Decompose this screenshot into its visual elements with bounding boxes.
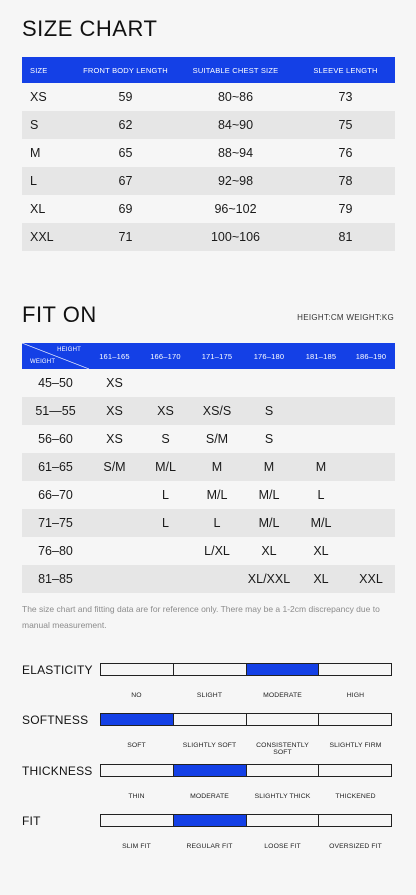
fit-size-cell bbox=[347, 481, 395, 509]
scale-option-label: THIN bbox=[128, 793, 145, 800]
fit-size-cell bbox=[89, 509, 140, 537]
fit-size-cell: XS bbox=[89, 397, 140, 425]
table-row bbox=[22, 397, 395, 425]
fit-size-cell bbox=[347, 537, 395, 565]
scale-option-label: MODERATE bbox=[263, 692, 302, 699]
fit-size-cell: XS/S bbox=[191, 397, 243, 425]
size-chart-header: SUITABLE CHEST SIZE bbox=[175, 57, 296, 83]
table-row bbox=[22, 453, 395, 481]
scale-segment bbox=[101, 664, 174, 675]
scale-segment-selected bbox=[101, 714, 174, 725]
attribute-scale-labels bbox=[100, 742, 392, 756]
table-row bbox=[22, 565, 395, 593]
size-cell: XS bbox=[30, 90, 47, 104]
fit-size-cell: S bbox=[161, 432, 170, 446]
scale-segment bbox=[319, 714, 391, 725]
chest-cell: 84~90 bbox=[175, 111, 296, 139]
table-row bbox=[22, 425, 395, 453]
fit-size-cell bbox=[295, 369, 347, 397]
fit-size-cell bbox=[140, 369, 191, 397]
size-chart-title: SIZE CHART bbox=[22, 16, 158, 41]
table-row bbox=[22, 195, 395, 223]
length-cell: 65 bbox=[118, 146, 133, 160]
height-header: 176–180 bbox=[243, 343, 295, 369]
fit-size-cell: XL/XXL bbox=[243, 565, 295, 593]
scale-segment-selected bbox=[174, 765, 247, 776]
height-header: 186–190 bbox=[347, 343, 395, 369]
size-cell: M bbox=[30, 146, 41, 160]
fit-size-cell: M/L bbox=[206, 488, 228, 502]
table-row bbox=[22, 369, 395, 397]
fit-size-cell: S bbox=[243, 397, 295, 425]
attribute-scale-bar bbox=[100, 713, 392, 726]
fit-size-cell: M/L bbox=[243, 509, 295, 537]
size-chart-header-row bbox=[22, 57, 395, 83]
attribute-scale-bar bbox=[100, 764, 392, 777]
fit-size-cell: L bbox=[317, 488, 325, 502]
fit-size-cell: XL bbox=[261, 544, 277, 558]
scale-segment bbox=[319, 765, 391, 776]
attribute-scale-labels bbox=[100, 793, 392, 800]
table-row bbox=[22, 223, 395, 251]
weight-cell: 76–80 bbox=[38, 544, 73, 558]
length-cell: 71 bbox=[76, 223, 175, 251]
scale-option-label: SLIGHTLY FIRM bbox=[329, 742, 382, 749]
attribute-label: ELASTICITY bbox=[22, 663, 93, 677]
fit-size-cell: M/L bbox=[140, 453, 191, 481]
attribute-scale-bar bbox=[100, 814, 392, 827]
fit-size-cell: XXL bbox=[347, 565, 395, 593]
scale-segment bbox=[247, 815, 320, 826]
scale-option-label: SOFT bbox=[127, 742, 146, 749]
fit-size-cell bbox=[347, 425, 395, 453]
fit-size-cell: XS bbox=[106, 432, 123, 446]
scale-segment bbox=[174, 664, 247, 675]
fit-size-cell: L bbox=[140, 509, 191, 537]
fit-size-cell: XS bbox=[106, 376, 123, 390]
fit-on-table bbox=[22, 343, 395, 593]
scale-option-label: SLIM FIT bbox=[122, 843, 151, 850]
scale-option-label: LOOSE FIT bbox=[264, 843, 301, 850]
attribute-scale-labels bbox=[100, 843, 392, 850]
fit-on-header-row bbox=[22, 343, 395, 369]
corner-height-label: HEIGHT bbox=[57, 347, 81, 353]
size-cell: S bbox=[22, 111, 76, 139]
sleeve-cell: 79 bbox=[338, 202, 353, 216]
attribute-scale-labels bbox=[100, 692, 392, 699]
scale-option-label: REGULAR FIT bbox=[186, 843, 233, 850]
scale-option-label: SLIGHT bbox=[196, 692, 223, 699]
fit-size-cell bbox=[89, 537, 140, 565]
fit-size-cell: XS bbox=[140, 397, 191, 425]
weight-cell: 66–70 bbox=[38, 488, 73, 502]
scale-segment bbox=[247, 765, 320, 776]
fit-size-cell bbox=[89, 565, 140, 593]
size-cell: XXL bbox=[22, 223, 76, 251]
size-chart-header: SIZE bbox=[22, 57, 76, 83]
scale-segment-selected bbox=[247, 664, 320, 675]
fit-size-cell: XL bbox=[313, 544, 329, 558]
length-cell: 62 bbox=[76, 111, 175, 139]
scale-segment bbox=[319, 815, 391, 826]
header-corner bbox=[22, 343, 89, 369]
fit-size-cell: M bbox=[295, 453, 347, 481]
height-header: 171–175 bbox=[191, 343, 243, 369]
length-cell: 67 bbox=[76, 167, 175, 195]
length-cell: 59 bbox=[118, 90, 133, 104]
fit-size-cell: S bbox=[264, 432, 274, 446]
attribute-label: FIT bbox=[22, 814, 41, 828]
fit-size-cell: L bbox=[162, 488, 169, 502]
attribute-scale-bar bbox=[100, 663, 392, 676]
fit-size-cell bbox=[347, 369, 395, 397]
weight-cell: 51—55 bbox=[22, 397, 89, 425]
scale-segment-selected bbox=[174, 815, 247, 826]
scale-option-label: OVERSIZED FIT bbox=[329, 843, 382, 850]
weight-cell: 71–75 bbox=[22, 509, 89, 537]
size-chart-header: SLEEVE LENGTH bbox=[296, 57, 395, 83]
fit-size-cell: S/M bbox=[89, 453, 140, 481]
length-cell: 69 bbox=[118, 202, 133, 216]
sleeve-cell: 76 bbox=[338, 146, 353, 160]
table-row bbox=[22, 481, 395, 509]
scale-option-label: SLIGHTLY THICK bbox=[254, 793, 311, 800]
fit-size-cell bbox=[243, 369, 295, 397]
scale-option-label: CONSISTENTLY SOFT bbox=[256, 742, 309, 756]
units-label: HEIGHT:CM WEIGHT:KG bbox=[297, 313, 394, 322]
fit-size-cell bbox=[347, 509, 395, 537]
scale-option-label: SLIGHTLY SOFT bbox=[182, 742, 237, 749]
corner-weight-label: WEIGHT bbox=[30, 359, 56, 365]
sleeve-cell: 81 bbox=[296, 223, 395, 251]
weight-cell: 45–50 bbox=[38, 376, 73, 390]
scale-option-label: MODERATE bbox=[190, 793, 229, 800]
size-chart-table bbox=[22, 57, 395, 251]
table-row bbox=[22, 83, 395, 111]
fit-size-cell: L bbox=[191, 509, 243, 537]
height-header: 166–170 bbox=[140, 343, 191, 369]
chest-cell: 100~106 bbox=[175, 223, 296, 251]
sleeve-cell: 78 bbox=[296, 167, 395, 195]
height-header: 181–185 bbox=[295, 343, 347, 369]
fit-size-cell bbox=[140, 537, 191, 565]
chest-cell: 96~102 bbox=[214, 202, 257, 216]
fit-size-cell: M/L bbox=[295, 509, 347, 537]
scale-option-label: HIGH bbox=[346, 692, 365, 699]
scale-segment bbox=[101, 765, 174, 776]
chest-cell: 88~94 bbox=[217, 146, 254, 160]
fit-size-cell: XL bbox=[295, 565, 347, 593]
scale-segment bbox=[247, 714, 320, 725]
height-header: 161–165 bbox=[89, 343, 140, 369]
fit-size-cell bbox=[295, 425, 347, 453]
fit-size-cell bbox=[89, 481, 140, 509]
fit-size-cell bbox=[295, 397, 347, 425]
chest-cell: 80~86 bbox=[217, 90, 254, 104]
table-row bbox=[22, 167, 395, 195]
chest-cell: 92~98 bbox=[175, 167, 296, 195]
fit-size-cell: M/L bbox=[258, 488, 280, 502]
table-row bbox=[22, 111, 395, 139]
size-cell: L bbox=[22, 167, 76, 195]
weight-cell: 56–60 bbox=[38, 432, 73, 446]
size-chart-header: FRONT BODY LENGTH bbox=[76, 57, 175, 83]
fit-size-cell bbox=[347, 397, 395, 425]
fit-size-cell: M bbox=[191, 453, 243, 481]
attribute-label: THICKNESS bbox=[22, 764, 93, 778]
table-row bbox=[22, 537, 395, 565]
scale-segment bbox=[174, 714, 247, 725]
weight-cell: 81–85 bbox=[22, 565, 89, 593]
fit-on-title: FIT ON bbox=[22, 302, 97, 327]
fit-size-cell bbox=[140, 565, 191, 593]
weight-cell: 61–65 bbox=[22, 453, 89, 481]
table-row bbox=[22, 509, 395, 537]
fit-size-cell: L/XL bbox=[204, 544, 230, 558]
sleeve-cell: 73 bbox=[338, 90, 353, 104]
table-row bbox=[22, 139, 395, 167]
reference-note: The size chart and fitting data are for reference only. There may be a 1-2cm discrepancy due to manual measurement. bbox=[22, 604, 380, 630]
size-cell: XL bbox=[30, 202, 46, 216]
scale-segment bbox=[101, 815, 174, 826]
fit-size-cell: M bbox=[243, 453, 295, 481]
attribute-label: SOFTNESS bbox=[22, 713, 89, 727]
scale-option-label: THICKENED bbox=[335, 793, 376, 800]
fit-size-cell: S/M bbox=[205, 432, 229, 446]
fit-size-cell bbox=[191, 565, 243, 593]
fit-size-cell bbox=[347, 453, 395, 481]
scale-option-label: NO bbox=[131, 692, 142, 699]
scale-segment bbox=[319, 664, 391, 675]
fit-size-cell bbox=[191, 369, 243, 397]
sleeve-cell: 75 bbox=[296, 111, 395, 139]
